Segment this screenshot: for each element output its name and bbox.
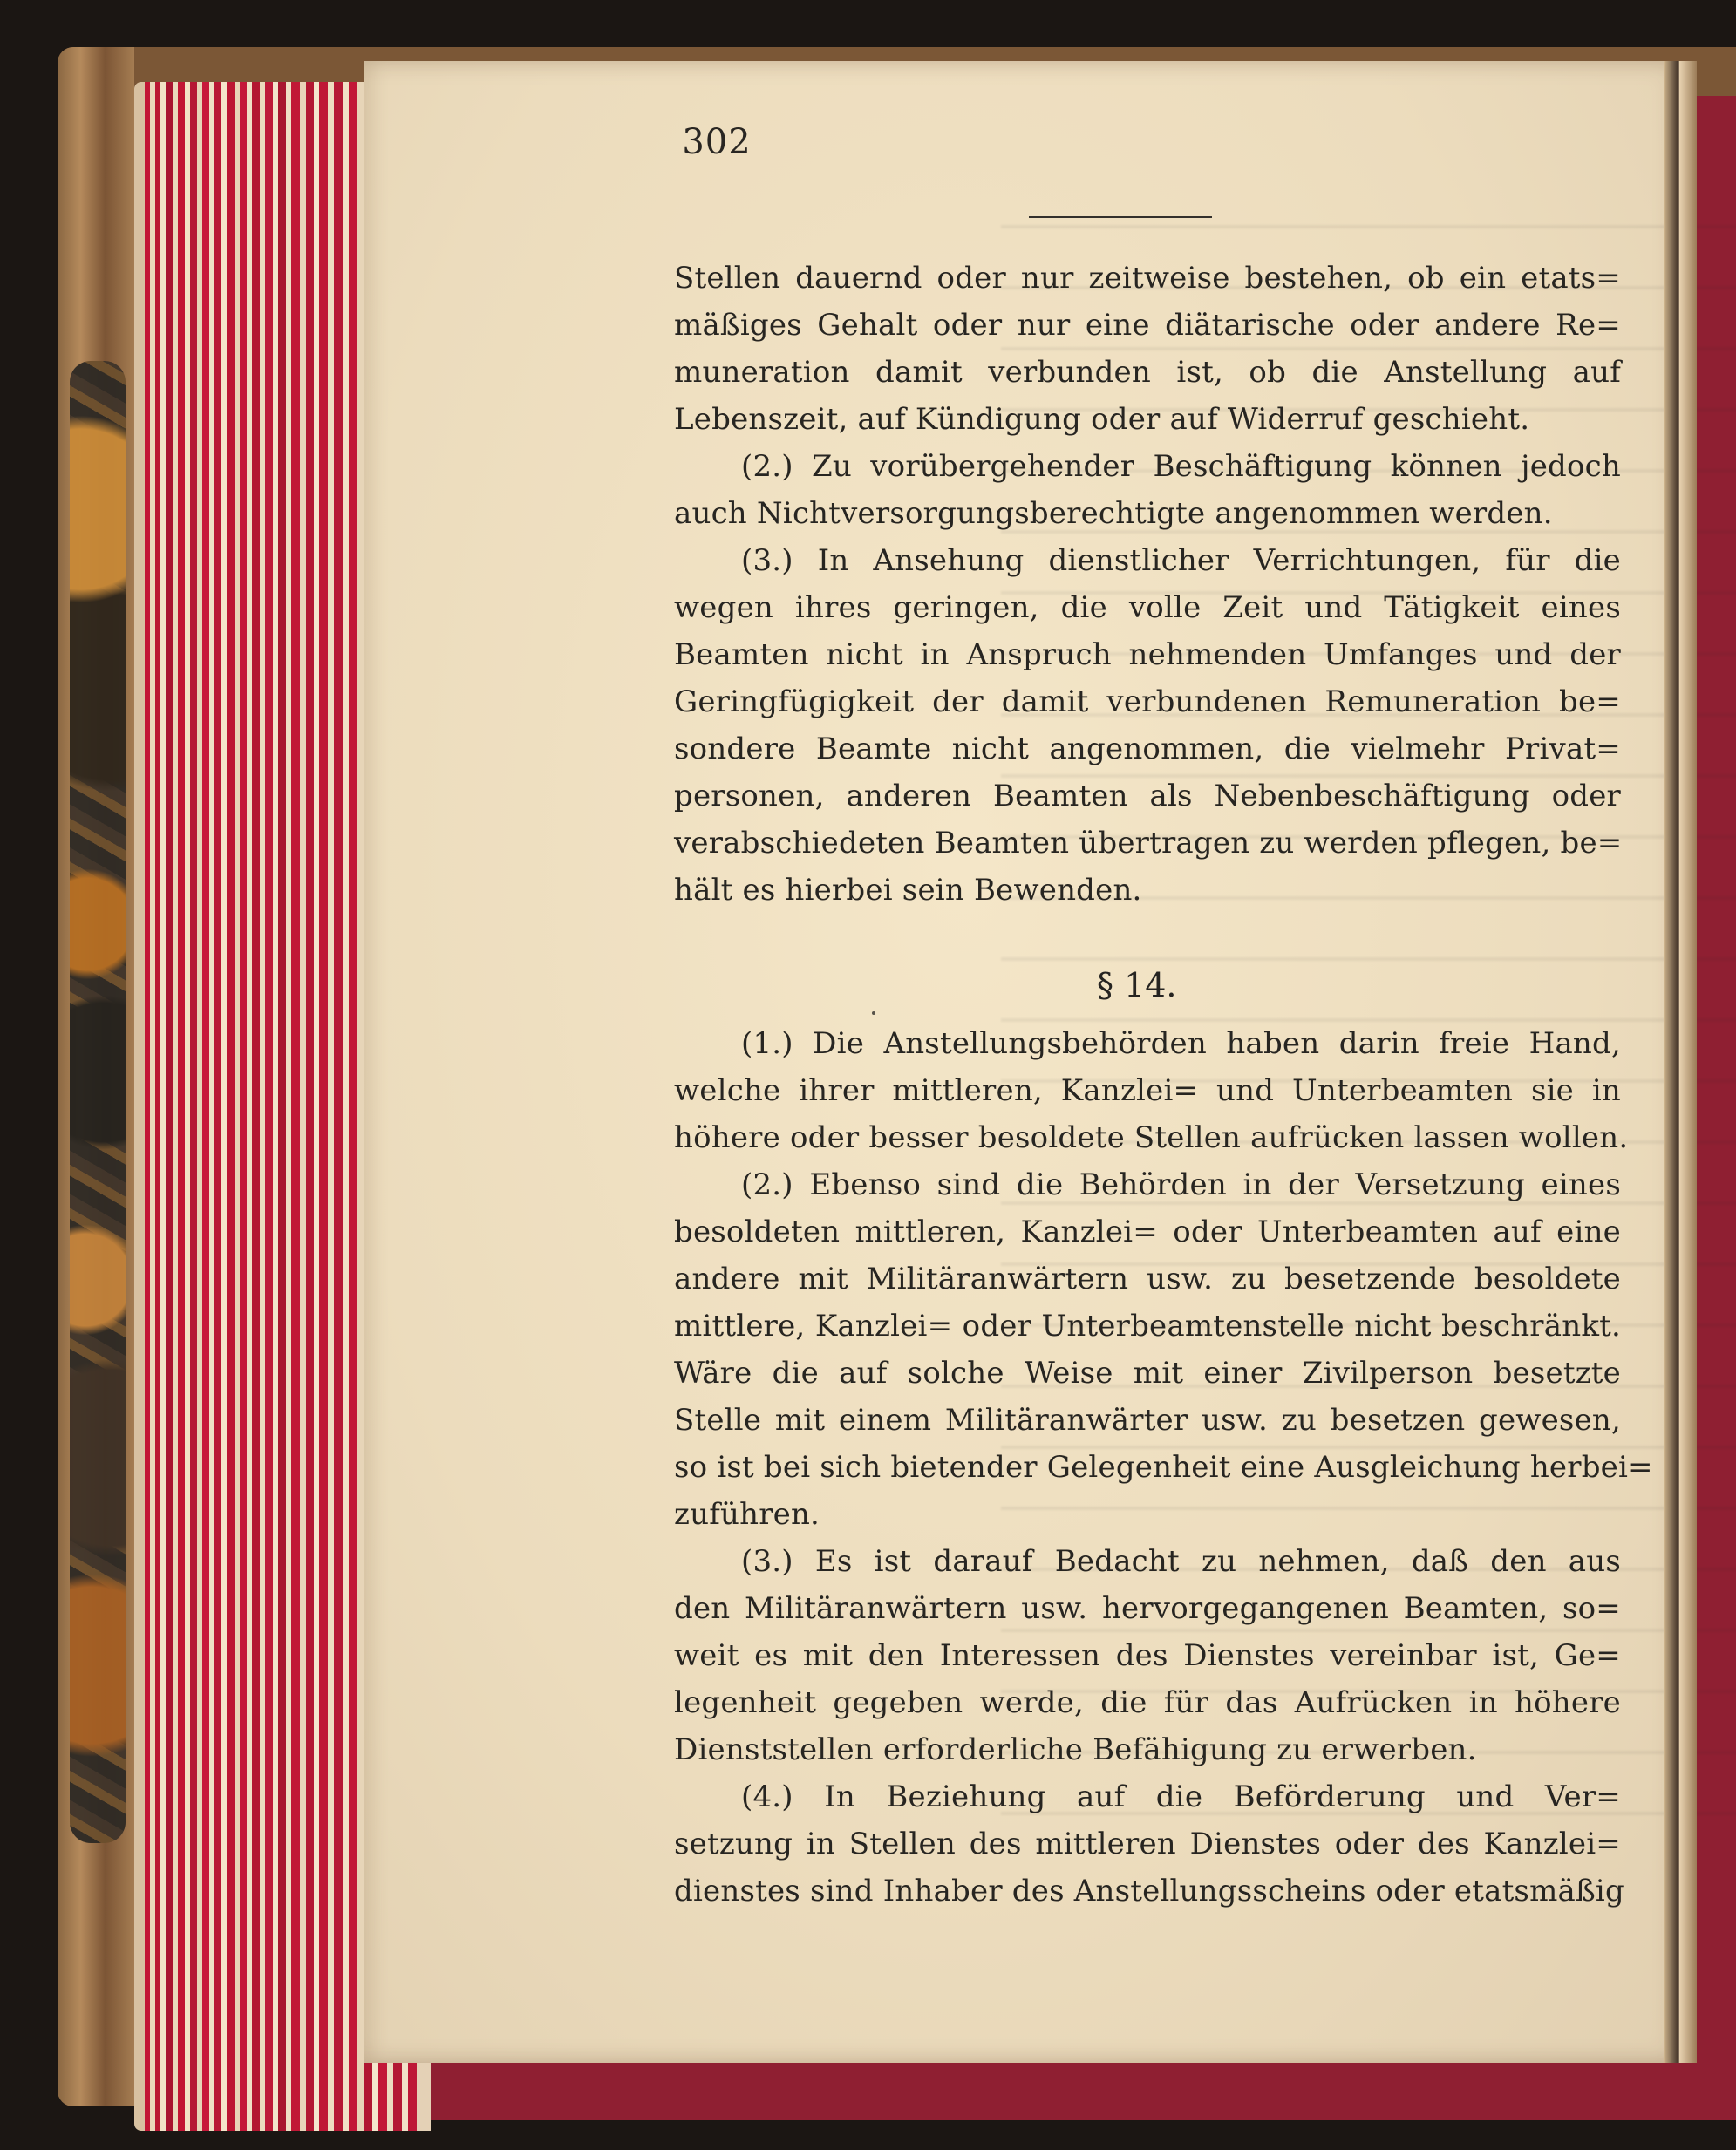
section-14-paragraph-3-line-4: legenheit gegeben werde, die für das Aufrücken in höhere [674,1685,1621,1720]
paragraph-3-line-6: personen, anderen Beamten als Nebenbeschäftigung oder [674,779,1621,813]
section-14-paragraph-4-line-2: setzung in Stellen des mittleren Dienstes oder des Kanzlei= [674,1827,1621,1861]
marbled-cover [70,361,126,1843]
paragraph-3-line-3: Beamten nicht in Anspruch nehmenden Umfanges und der [674,637,1621,672]
section-14-paragraph-3-line-2: den Militäranwärtern usw. hervorgegangenen Beamten, so= [674,1591,1621,1626]
text-line-3: muneration damit verbunden ist, ob die Anstellung auf [674,355,1621,390]
section-14-paragraph-1-line-3: höhere oder besser besoldete Stellen aufrücken lassen wollen. [674,1120,1629,1155]
section-14-paragraph-2-line-5: Wäre die auf solche Weise mit einer Zivilperson besetzte [674,1356,1621,1391]
page-number: 302 [682,122,752,162]
paragraph-3-line-8: hält es hierbei sein Bewenden. [674,873,1142,908]
section-14-paragraph-2-line-1: (2.) Ebenso sind die Behörden in der Versetzung eines [741,1167,1621,1202]
section-14-paragraph-2-line-7: so ist bei sich bietender Gelegenheit eine Ausgleichung herbei= [674,1450,1653,1485]
section-14-paragraph-4-line-1: (4.) In Beziehung auf die Beförderung und Ver= [741,1779,1621,1814]
section-14-paragraph-4-line-3: dienstes sind Inhaber des Anstellungsscheins oder etatsmäßig [674,1874,1624,1908]
text-line-4: Lebenszeit, auf Kündigung oder auf Widerruf geschieht. [674,402,1530,437]
section-14-paragraph-1-line-2: welche ihrer mittleren, Kanzlei= und Unterbeamten sie in [674,1073,1621,1108]
paper-speck [872,1011,875,1015]
paragraph-2-line-1: (2.) Zu vorübergehender Beschäftigung können jedoch [741,449,1621,484]
paragraph-2-line-2: auch Nichtversorgungsberechtigte angenommen werden. [674,496,1553,531]
paragraph-3-line-4: Geringfügigkeit der damit verbundenen Remuneration be= [674,684,1621,719]
section-14-paragraph-2-line-4: mittlere, Kanzlei= oder Unterbeamtenstelle nicht beschränkt. [674,1309,1621,1344]
section-14-paragraph-3-line-5: Dienststellen erforderliche Befähigung zu erwerben. [674,1732,1477,1767]
paragraph-3-line-1: (3.) In Ansehung dienstlicher Verrichtungen, für die [741,543,1621,578]
paragraph-3-line-5: sondere Beamte nicht angenommen, die vielmehr Privat= [674,731,1621,766]
text-line-2: mäßiges Gehalt oder nur eine diätarische oder andere Re= [674,308,1621,343]
text-line-1: Stellen dauernd oder nur zeitweise bestehen, ob ein etats= [674,261,1621,296]
page-number-rule [1029,216,1212,218]
section-14-paragraph-2-line-6: Stelle mit einem Militäranwärter usw. zu besetzen gewesen, [674,1403,1621,1438]
section-14-paragraph-2-line-8: zuführen. [674,1497,820,1532]
section-14-paragraph-3-line-1: (3.) Es ist darauf Bedacht zu nehmen, daß den aus [741,1544,1621,1579]
right-page-gutter [1664,61,1697,2063]
section-14-paragraph-2-line-2: besoldeten mittleren, Kanzlei= oder Unterbeamten auf eine [674,1214,1621,1249]
section-title: § 14. [1097,966,1177,1004]
section-14-paragraph-2-line-3: andere mit Militäranwärtern usw. zu besetzende besoldete [674,1262,1621,1296]
section-14-paragraph-1-line-1: (1.) Die Anstellungsbehörden haben darin freie Hand, [741,1026,1621,1061]
paragraph-3-line-7: verabschiedeten Beamten übertragen zu werden pflegen, be= [674,826,1623,861]
paragraph-3-line-2: wegen ihres geringen, die volle Zeit und Tätigkeit eines [674,590,1621,625]
section-14-paragraph-3-line-3: weit es mit den Interessen des Dienstes vereinbar ist, Ge= [674,1638,1621,1673]
